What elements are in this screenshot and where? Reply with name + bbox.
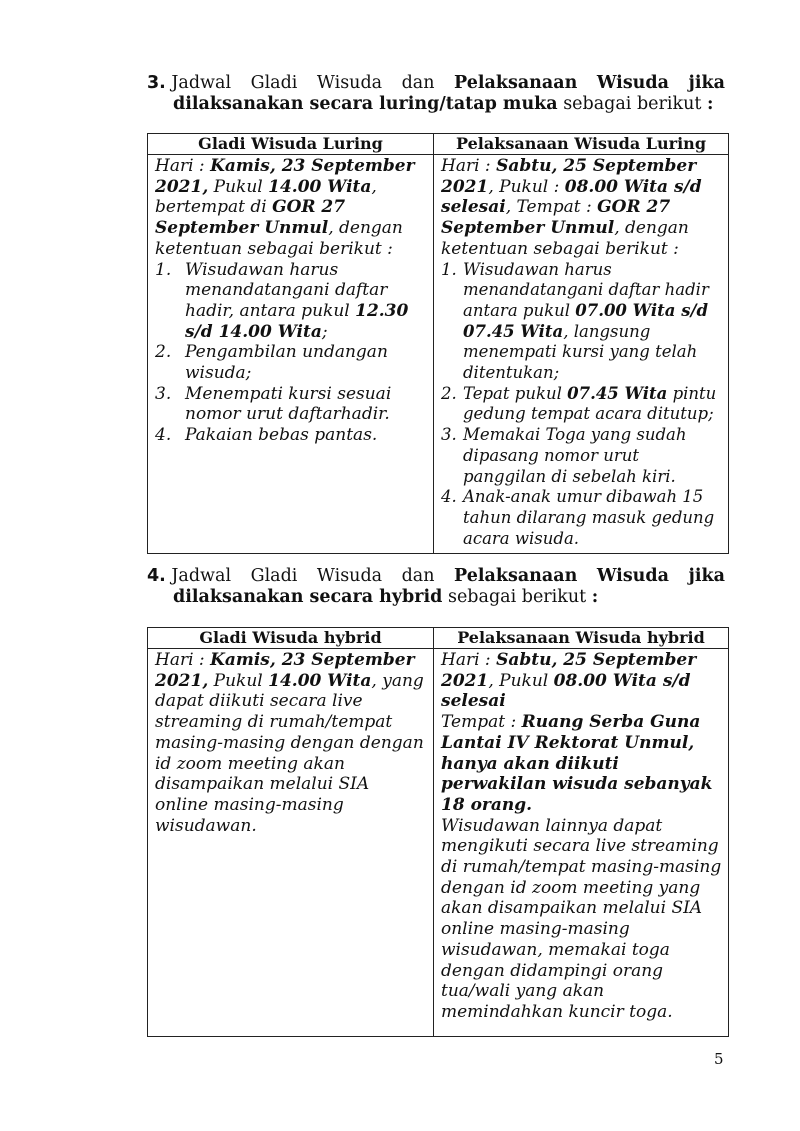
heading-colon: : bbox=[591, 587, 599, 607]
cell-bold: Sabtu bbox=[496, 650, 552, 670]
list-item: 4. Pakaian bebas pantas. bbox=[155, 425, 378, 446]
cell-bold: Kamis, 23 September 2021, bbox=[155, 156, 415, 197]
cell-text: Pukul bbox=[208, 176, 269, 197]
list-item: 2. Pengambilan undangan wisuda; bbox=[155, 342, 388, 384]
heading-text: sebagai berikut bbox=[442, 587, 592, 607]
heading-colon: : bbox=[706, 94, 714, 114]
heading-word: Pelaksanaan bbox=[454, 566, 578, 586]
heading-word: Gladi bbox=[250, 73, 298, 93]
luring-schedule-table bbox=[147, 133, 729, 554]
requirements-list bbox=[155, 260, 427, 446]
cell-bold: , 23 September 2021, bbox=[155, 650, 415, 691]
heading-word: Jadwal bbox=[171, 566, 232, 586]
table-header: Gladi Wisuda hybrid bbox=[148, 628, 434, 649]
table-header: Pelaksanaan Wisuda hybrid bbox=[434, 628, 729, 649]
heading-word: Jadwal bbox=[171, 73, 232, 93]
cell-text: Hari : bbox=[155, 156, 211, 176]
cell-text: Wisudawan lainnya dapat mengikuti secara live streaming di rumah/tempat masing-masing dengan id zoom meeting yang akan disampaikan melalui SIA online masing-masing wisudawan, memakai toga dengan didampingi orang tua/wali yang akan memindahkan kuncir toga. bbox=[441, 815, 722, 1022]
section-number: 3. bbox=[147, 73, 166, 93]
cell-text: , dengan ketentuan sebagai berikut : bbox=[441, 218, 689, 259]
heading-word: Wisuda bbox=[316, 73, 383, 93]
table-header: Gladi Wisuda Luring bbox=[148, 134, 434, 155]
cell-text: , dengan ketentuan sebagai berikut : bbox=[155, 218, 403, 259]
section-number: 4. bbox=[147, 566, 166, 586]
cell-bold: 08.00 Wita s/d selesai bbox=[441, 670, 691, 712]
cell-bold: GOR 27 September Unmul bbox=[155, 197, 346, 239]
heading-word: dan bbox=[401, 73, 435, 93]
cell-text: Tempat : bbox=[441, 712, 522, 733]
list-item: 1. Wisudawan harus menandatangani daftar hadir, antara pukul 12.30 s/d 14.00 Wita; bbox=[155, 259, 409, 342]
cell-text: , yang dapat diikuti secara live streaming di rumah/tempat masing-masing dengan dengan id zoom meeting akan disampaikan melalui SIA online masing-masing wisudawan. bbox=[155, 670, 424, 836]
heading-word: dan bbox=[401, 566, 435, 586]
cell-bold: 14.00 Wita bbox=[268, 670, 372, 691]
cell-bold: , 25 September 2021 bbox=[441, 650, 697, 691]
cell-text: , Tempat : bbox=[505, 197, 598, 218]
cell-text: Hari : bbox=[441, 156, 497, 176]
heading-word: Wisuda bbox=[316, 566, 383, 586]
heading-text: sebagai berikut bbox=[557, 94, 707, 114]
cell-bold: 14.00 Wita bbox=[268, 176, 372, 197]
cell-bold: 08.00 Wita s/d selesai bbox=[441, 176, 702, 218]
heading-word: Wisuda bbox=[596, 566, 669, 586]
cell-text: Pukul bbox=[208, 670, 269, 691]
section-4-heading bbox=[147, 566, 725, 608]
gladi-luring-cell bbox=[148, 155, 434, 554]
page-number: 5 bbox=[714, 1050, 724, 1068]
heading-word: jika bbox=[688, 73, 725, 93]
list-item: 2. Tepat pukul 07.45 Wita pintu gedung tempat acara ditutup; bbox=[441, 383, 717, 424]
pelaksanaan-hybrid-cell bbox=[434, 649, 729, 1037]
list-item: 3. Memakai Toga yang sudah dipasang nomor urut panggilan di sebelah kiri. bbox=[441, 425, 687, 486]
cell-bold: Kamis bbox=[210, 650, 270, 670]
cell-text: , bertempat di bbox=[155, 176, 377, 218]
heading-word: Pelaksanaan bbox=[454, 73, 578, 93]
heading-bold: dilaksanakan secara hybrid bbox=[173, 587, 443, 607]
list-item: 4. Anak-anak umur dibawah 15 tahun dilarang masuk gedung acara wisuda. bbox=[441, 487, 715, 548]
cell-text: , Pukul bbox=[488, 670, 554, 691]
heading-word: jika bbox=[688, 566, 725, 586]
table-header: Pelaksanaan Wisuda Luring bbox=[434, 134, 729, 155]
cell-text: , Pukul : bbox=[488, 176, 565, 197]
cell-text: Hari : bbox=[155, 650, 211, 670]
list-item: 3. Menempati kursi sesuai nomor urut daftarhadir. bbox=[155, 383, 392, 425]
heading-bold: dilaksanakan secara luring/tatap muka bbox=[173, 94, 558, 114]
heading-word: Wisuda bbox=[596, 73, 669, 93]
cell-bold: GOR 27 September Unmul bbox=[441, 197, 671, 239]
pelaksanaan-luring-cell bbox=[434, 155, 729, 554]
cell-bold: Sabtu, 25 September 2021 bbox=[441, 156, 697, 197]
requirements-list bbox=[441, 260, 722, 550]
hybrid-schedule-table bbox=[147, 627, 729, 1037]
heading-word: Gladi bbox=[250, 566, 298, 586]
cell-text: Hari : bbox=[441, 650, 497, 670]
section-3-heading bbox=[147, 73, 725, 115]
gladi-hybrid-cell bbox=[148, 649, 434, 1037]
cell-bold: Ruang Serba Guna Lantai IV Rektorat Unmul, hanya akan diikuti perwakilan wisuda sebanyak 18 orang. bbox=[441, 712, 713, 815]
list-item: 1. Wisudawan harus menandatangani daftar hadir antara pukul 07.00 Wita s/d 07.45 Wita, langsung menempati kursi yang telah ditentukan; bbox=[441, 259, 709, 383]
